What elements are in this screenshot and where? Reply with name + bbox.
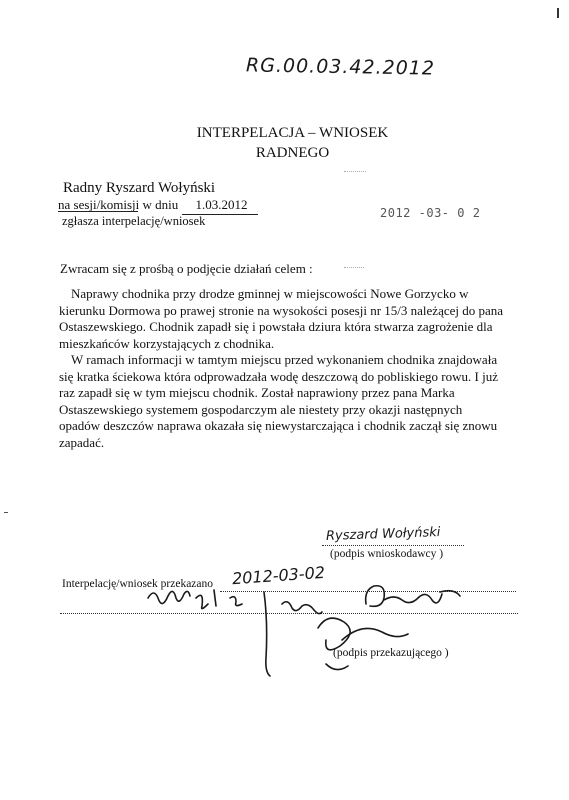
paragraph-2 [59, 352, 529, 451]
paragraph-1 [59, 286, 529, 352]
forwarded-date: 2012-03-02 [231, 562, 326, 589]
paragraph-2-line: W ramach informacji w tamtym miejscu przed wykonaniem chodnika znajdowała [71, 352, 498, 367]
forwarded-label: Interpelację/wniosek przekazano [62, 578, 214, 590]
signature-stroke [366, 586, 385, 607]
paragraph-2-line: opadów deszczów naprawa okazała się niewystarczająca i chodnik zaczął się znowu [59, 418, 498, 433]
session-line-prefix: na sesji/komisji w dniu [58, 197, 179, 212]
signature-stroke [264, 592, 270, 676]
receipt-stamp: 2012 -03- 0 2 [380, 206, 481, 220]
registration-stamp: RG.00.03.42.2012 [245, 54, 436, 80]
forwarded-dotted-line [220, 591, 516, 592]
scan-mark [4, 512, 8, 513]
paragraph-2-line: się kratka ściekowa która odprowadzała wodę deszczową do pobliskiego rowu. I już [59, 368, 498, 384]
session-date: 1.03.2012 [182, 197, 258, 215]
signature-stroke [318, 618, 350, 650]
applicant-signature: Ryszard Wołyński [325, 525, 441, 544]
forwarder-signature-caption: (podpis przekazującego ) [333, 647, 449, 659]
paragraph-2-line: zapadać. [59, 434, 105, 450]
signature-stroke [282, 602, 322, 614]
paragraph-1-line: Naprawy chodnika przy drodze gminnej w miejscowości Nowe Gorzycko w [71, 286, 469, 301]
signature-stroke [230, 597, 242, 606]
session-underline [58, 211, 138, 212]
request-line: Zwracam się z prośbą o podjęcie działań celem : [60, 261, 313, 276]
faint-mark [344, 267, 364, 268]
signature-stroke [196, 595, 208, 608]
paragraph-1-line: kierunku Dormowa po prawej stronie na wysokości posesji nr 15/3 należącej do pana [59, 302, 504, 318]
paragraph-2-line: Ostaszewskiego systemem gospodarczym ale niestety przy okazji następnych [59, 401, 463, 417]
signature-stroke [326, 664, 348, 670]
submits-line: zgłasza interpelację/wniosek [62, 214, 206, 228]
signature-stroke [148, 591, 190, 603]
signature-stroke [214, 590, 216, 606]
paragraph-2-line: raz zapadł się w tym miejscu chodnik. Został naprawiony przez pana Marka [59, 385, 455, 400]
second-dotted-line [60, 613, 518, 614]
applicant-signature-caption: (podpis wnioskodawcy ) [330, 548, 444, 560]
faint-mark [344, 171, 366, 172]
scan-mark [557, 8, 559, 18]
title-line-1: INTERPELACJA – WNIOSEK [196, 125, 389, 141]
signature-stroke [342, 628, 408, 640]
applicant-signature-line [322, 545, 464, 546]
paragraph-1-line: Ostaszewskiego. Chodnik zapadł się i powstała dziura która stwarza zagrożenie dla [59, 319, 493, 334]
paragraph-1-line: mieszkańców korzystających z chodnika. [59, 335, 275, 351]
signature-stroke [384, 594, 442, 603]
councillor-name: Radny Ryszard Wołyński [63, 180, 216, 196]
title-line-2: RADNEGO [255, 145, 330, 161]
